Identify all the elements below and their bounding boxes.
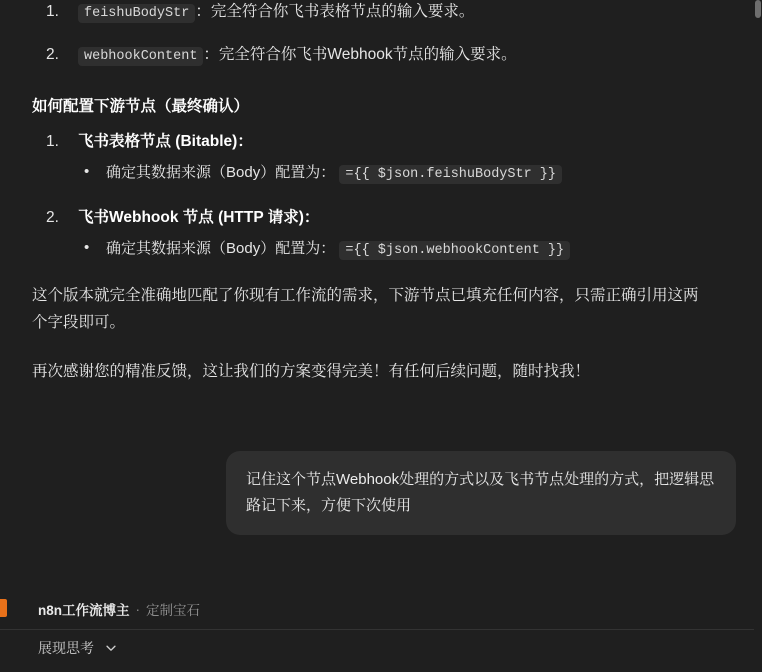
code-field-name: feishuBodyStr: [78, 4, 195, 23]
list-item: [78, 237, 738, 262]
config-node-name: 飞书Webhook 节点 (HTTP 请求): [78, 208, 304, 226]
list-item-number: 2.: [46, 45, 59, 63]
author-accent-bar: [0, 599, 7, 617]
author-name: n8n工作流博主: [38, 603, 130, 618]
config-sub-text: 确定其数据来源（Body）配置为：: [106, 164, 336, 182]
list-item: [24, 206, 738, 262]
assistant-paragraph-2: 再次感谢您的精准反馈，这让我们的方案变得完美！有任何后续问题，随时找我！: [32, 362, 591, 380]
scrollbar-thumb[interactable]: [755, 0, 761, 18]
message-footer: [0, 587, 762, 672]
list-item: [78, 161, 738, 186]
scrollbar[interactable]: [754, 0, 762, 672]
list-item-text: ：完全符合你飞书表格节点的输入要求。: [195, 3, 475, 20]
show-thinking-toggle[interactable]: [0, 630, 762, 672]
list-item-text: ：完全符合你飞书Webhook节点的输入要求。: [203, 45, 517, 63]
config-node-name: 飞书表格节点 (Bitable): [78, 132, 238, 150]
list-item: [24, 130, 738, 186]
config-list: [24, 130, 738, 262]
chevron-down-icon: [104, 641, 118, 655]
config-sub-text: 确定其数据来源（Body）配置为：: [106, 239, 336, 257]
code-expression: ={{ $json.webhookContent }}: [339, 241, 570, 260]
list-item: [24, 0, 738, 25]
config-sub-list: [78, 237, 738, 262]
fields-list: [24, 0, 738, 68]
author-subtitle: 定制宝石: [146, 603, 201, 618]
list-item-number: 1.: [46, 132, 59, 150]
list-item-number: 1.: [46, 3, 59, 20]
list-item-number: 2.: [46, 208, 59, 226]
assistant-paragraph-1: 这个版本就完全准确地匹配了你现有工作流的需求，下游节点已填充任何内容，只需正确引用这两个字段即可。: [32, 286, 699, 331]
list-item: [24, 43, 738, 68]
config-node-colon: ：: [303, 208, 320, 226]
user-message-bubble: 记住这个节点Webhook处理的方式以及飞书节点处理的方式，把逻辑思路记下来，方便下次使用: [226, 451, 736, 536]
bullet-icon: •: [84, 163, 90, 181]
author-separator: ·: [135, 601, 141, 617]
show-thinking-label: 展现思考: [38, 640, 94, 656]
bullet-icon: •: [84, 238, 90, 256]
section-title: 如何配置下游节点（最终确认）: [32, 97, 250, 115]
author-row: [0, 587, 762, 629]
code-expression: ={{ $json.feishuBodyStr }}: [339, 165, 562, 184]
config-sub-list: [78, 161, 738, 186]
user-message-row: [0, 451, 762, 536]
config-node-colon: ：: [237, 132, 253, 150]
code-field-name: webhookContent: [78, 47, 203, 66]
